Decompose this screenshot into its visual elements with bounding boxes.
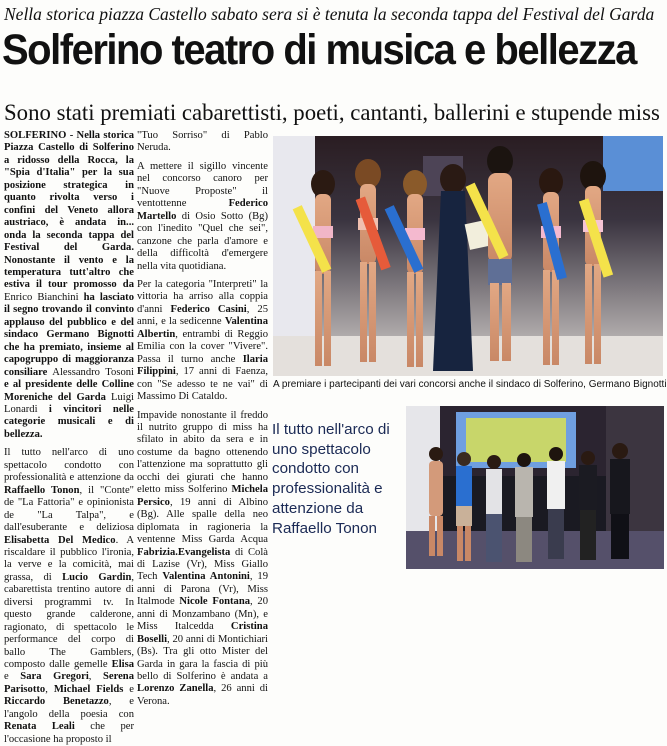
miss-contest-photo (273, 136, 663, 376)
lead-text: Luigi Lonardi (4, 391, 134, 415)
bold-name: Federico Martello (137, 198, 268, 222)
text-column-1 (4, 130, 135, 745)
lead-text: SOLFERINO - Nella storica Piazza Castello di Solferino a ridosso della Rocca, la "Spia d'Italia" per la sua posizione strategica in quanto rivolta verso i confini del Veneto allora austriaco, è andata in... onda la seconda tappa del Festival del Garda. Nonostante il vento e la temperatura tutt'altro che estiva il tour promosso da (4, 130, 134, 291)
body-text: , entrambi di Reggio Emilia con la cover "Vivere". Passa il turno anche (137, 328, 268, 365)
body-text: . A riscaldare il pubblico l'ironia, la verve e la comicità, mai grassa, di (4, 534, 134, 583)
body-paragraph (137, 130, 268, 155)
photo-caption: A premiare i partecipanti dei vari concorsi anche il sindaco di Solferino, Germano Bignotti (273, 379, 667, 390)
bold-name: Riccardo Benetazzo (4, 696, 109, 708)
body-text: Per la categoria "Interpreti" la vittoria ha arriso alla coppia d'anni (137, 278, 268, 315)
body-paragraph (137, 279, 268, 404)
pull-quote: Il tutto nell'arco di uno spettacolo condotto con professionalità e attenzione da Raffaello Tonon (272, 421, 390, 537)
body-paragraph (137, 161, 268, 273)
body-text: , (45, 683, 54, 695)
body-text: , 20 anni di Montichiari (Bs). Tra gli otto Mister del Garda in gara la fascia di più bello di Solferino è andata a (137, 633, 268, 683)
bold-name: Fabrizia.Evangelista (137, 546, 231, 558)
bold-name: Serena Parisotto (4, 671, 134, 695)
body-text: di Colà di Lazise (Vr), Miss Giallo Tech (137, 546, 268, 583)
text-column-2 (137, 130, 269, 707)
lead-text: ha lasciato il segno trovando il convinto applauso del pubblico e del sindaco (4, 291, 134, 341)
body-text: , 19 anni di Parona (Vr), Miss Italmode (137, 571, 268, 608)
body-text: , 17 anni di Faenza, con "Se adesso te ne vai" di Massimo Di Cataldo. (137, 366, 268, 403)
bold-name: Elisabetta Del Medico (4, 534, 116, 546)
bold-name: Raffaello Tonon (4, 484, 80, 496)
body-text: che per l'occasione ha proposto il (4, 721, 135, 745)
bold-name: Valentina Albertin (137, 316, 268, 340)
bold-name: Ilaria Filippini (137, 353, 268, 378)
body-text: e (123, 683, 135, 695)
lead-text: e al presidente delle Colline Moreniche del Garda (4, 379, 134, 403)
lead-text: Germano Bignotti che ha premiato, insieme al capogruppo di maggioranza consiliare (4, 329, 134, 378)
lead-text: i vincitori nelle categorie musicali e di bellezza. (4, 403, 135, 440)
article-kicker: Nella storica piazza Castello sabato sera si è tenuta la seconda tappa del Festival del Garda (4, 4, 655, 24)
bold-name: Lucio Gardin (62, 571, 132, 583)
bold-name: Sara Gregori (20, 671, 89, 683)
bold-name: Michela Persico (137, 484, 268, 508)
article-subhead: Sono stati premiati cabarettisti, poeti, cantanti, ballerini e stupende miss (4, 100, 660, 126)
body-text: "Tuo Sorriso" di Pablo Neruda. (137, 130, 268, 154)
body-text: , 20 anni di Monzambano (Mn), e Miss Italcedda (137, 596, 268, 633)
stage-ceremony-photo (406, 406, 664, 569)
body-text: , 25 anni, e la sedicenne (137, 303, 269, 328)
bold-name: Lorenzo Zanella (137, 683, 214, 695)
body-paragraph (4, 447, 134, 746)
body-text: , 26 anni di Verona. (137, 683, 268, 707)
body-text: , e l'angolo della poesia con (4, 696, 134, 720)
bold-name: Valentina Antonini (162, 571, 250, 583)
bold-name: Federico Casini (170, 303, 247, 315)
bold-name: Renata Leali (4, 721, 75, 733)
body-text: Impavide nonostante il freddo il nutrito gruppo di miss ha sfilato in abito da sera e in costume da bagno ottenendo l'attenzione ma soprattutto gli occhi dei giurati che hanno eletto miss Solferino (137, 409, 268, 496)
bold-name: Nicole Fontana (179, 596, 251, 608)
body-text: e (4, 671, 21, 683)
body-text: A mettere il sigillo vincente nel concorso canoro per "Nuove Proposte" il ventottenne (137, 160, 268, 210)
bold-name: Cristina Boselli (137, 621, 268, 645)
body-text: di Osio Sotto (Bg) con l'inedito "Quel che sei", canzone che parla d'amore e della difficoltà d'emergere nella vita quotidiana. (137, 210, 268, 272)
body-text: Il tutto nell'arco di uno spettacolo condotto con professionalità e attenzione da (4, 447, 134, 484)
lead-text: Alessandro Tosoni (47, 366, 134, 378)
lead-paragraph (4, 130, 134, 441)
body-text: , cabarettista trentino autore di diversi programmi tv. In questo grande calderone, ragionato, di spettacolo le performance del corpo di ballo The Gamblers, composto dalle gemelle (4, 571, 134, 671)
article-headline: Solferino teatro di musica e bellezza (2, 26, 636, 74)
body-text: , 19 anni di Albino (Bg). Alle spalle della neo diplomata in ragioneria la ventenne Miss Garda Acqua (137, 496, 268, 546)
bold-name: Michael Fields (53, 683, 124, 695)
lead-text: Enrico Bianchini (4, 291, 84, 303)
body-text: , (88, 671, 103, 683)
bold-name: Elisa (111, 659, 134, 671)
body-paragraph (137, 410, 268, 709)
body-text: , il "Conte" de "La Fattoria" e opinionista de "La Talpa", e dall'esuberante e deliziosa (4, 484, 134, 534)
